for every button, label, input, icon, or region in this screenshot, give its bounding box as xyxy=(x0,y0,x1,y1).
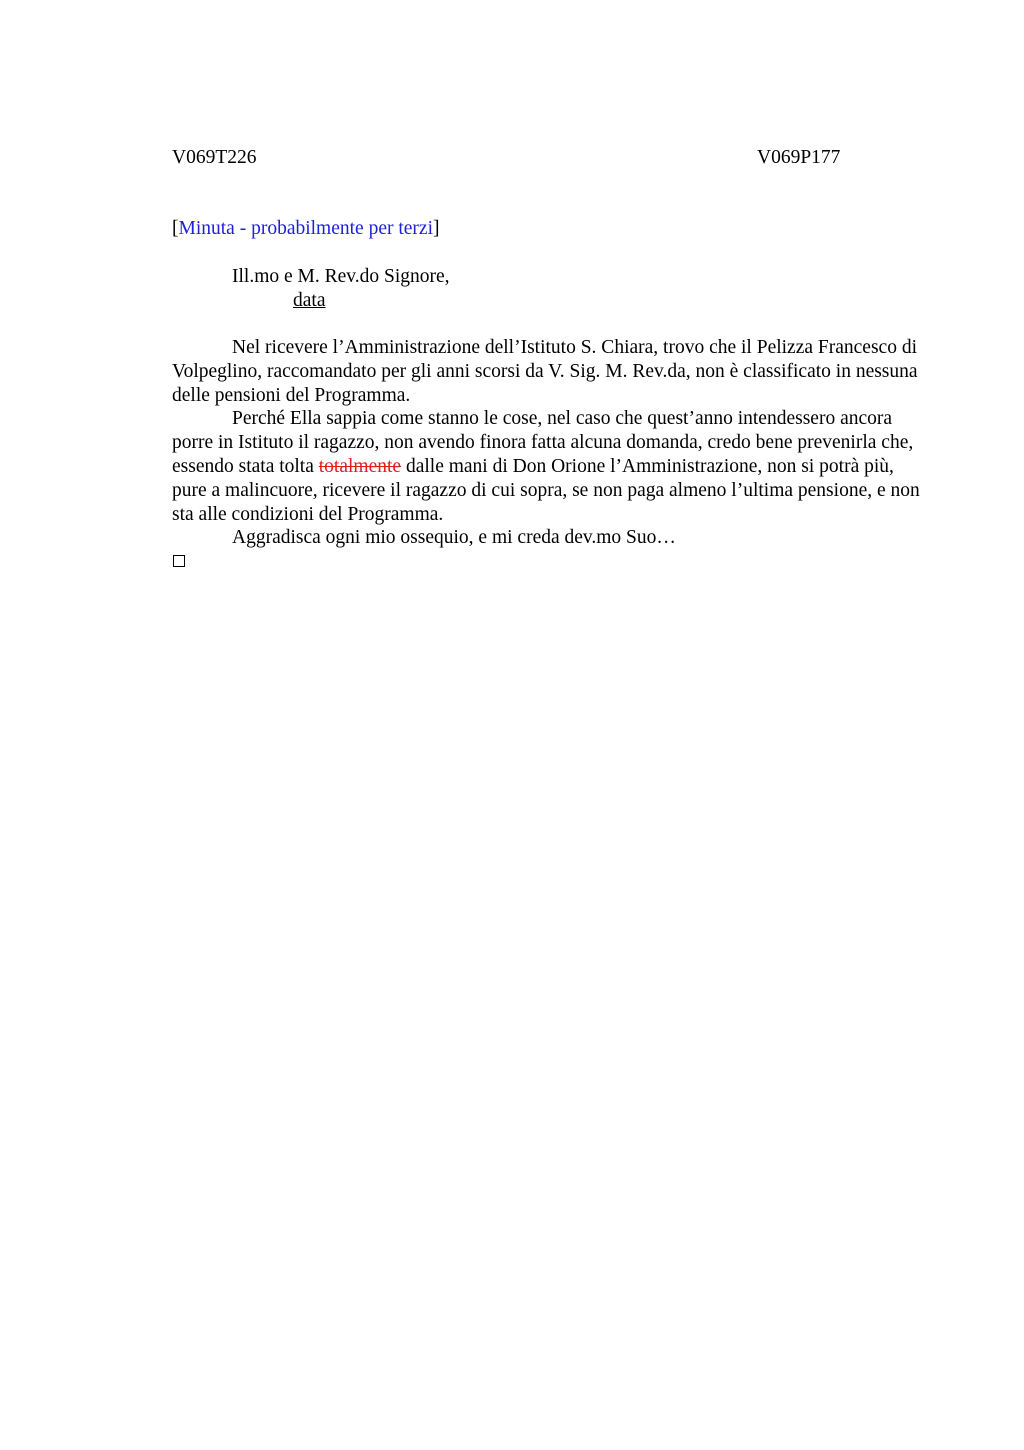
note-open-bracket: [ xyxy=(172,218,179,239)
paragraph-1: Nel ricevere l’Amministrazione dell’Istituto S. Chiara, trovo che il Pelizza Francesco di Volpeglino, raccomandato per gli anni scorsi da V. Sig. M. Rev.da, non è classificato in nessuna delle pensioni del Programma. xyxy=(172,337,918,406)
editorial-note xyxy=(172,217,440,241)
paragraph-2-after: dalle mani di Don Orione l’Amministrazione, non si potrà più, pure a malincuore, ricevere il ragazzo di cui sopra, se non paga almeno l’ultima pensione, e non sta alle condizioni del Programma. xyxy=(172,455,920,525)
salutation: Ill.mo e M. Rev.do Signore, xyxy=(232,266,450,287)
paragraph-3: Aggradisca ogni mio ossequio, e mi creda dev.mo Suo… xyxy=(232,527,676,549)
note-text: Minuta - probabilmente per terzi xyxy=(178,218,433,239)
paragraph-2-before: Perché Ella sappia come stanno le cose, nel caso che quest’anno intendessero ancora porre in Istituto il ragazzo, non avendo finora fatta alcuna domanda, credo bene prevenirla che, essendo stata tolta xyxy=(172,408,914,477)
empty-square-icon xyxy=(173,555,185,567)
note-close-bracket: ] xyxy=(433,218,440,239)
letter-body xyxy=(172,336,932,550)
document-code-right: V069P177 xyxy=(757,147,841,168)
date-placeholder: data xyxy=(293,290,326,311)
paragraph-2 xyxy=(172,407,932,526)
deleted-word: totalmente xyxy=(318,455,402,477)
document-code-left: V069T226 xyxy=(172,147,257,168)
